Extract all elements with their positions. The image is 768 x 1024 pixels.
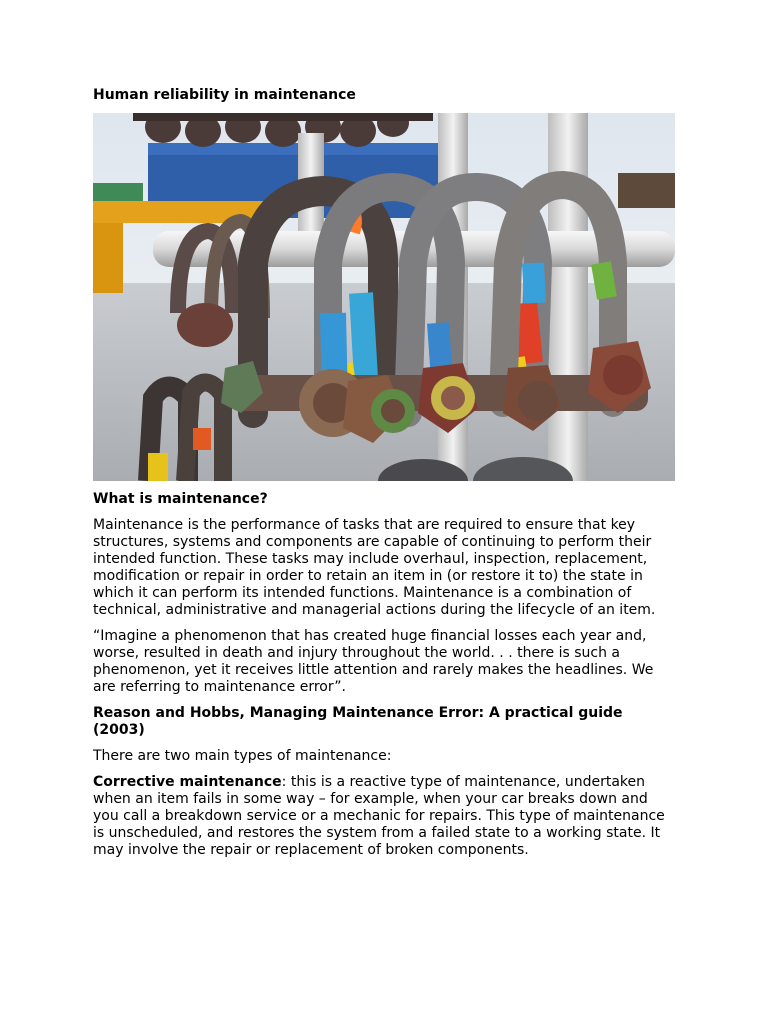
quote-citation: Reason and Hobbs, Managing Maintenance Error: A practical guide (2003): [93, 705, 623, 738]
document-title: Human reliability in maintenance: [93, 87, 356, 103]
definition-paragraph: Maintenance is the performance of tasks that are required to ensure that key structures, systems and components are capable of continuing to perform their intended function. These tasks may include overhaul, inspection, replacement, modification or repair in order to retain an item in (or restore it to) the state in which it can perform its intended functions. Maintenance is a combination of technical, administrative and managerial actions during the lifecycle of an item.: [93, 517, 656, 618]
document-page: [93, 86, 675, 868]
section-heading: What is maintenance?: [93, 491, 268, 507]
corrective-maintenance-paragraph: [93, 774, 675, 859]
quote-paragraph: “Imagine a phenomenon that has created huge financial losses each year and, worse, resulted in death and injury throughout the world. . . there is such a phenomenon, yet it receives little attention and rarely makes the headlines. We are referring to maintenance error”.: [93, 628, 654, 695]
types-intro-paragraph: There are two main types of maintenance:: [93, 748, 392, 764]
corrective-maintenance-text: : this is a reactive type of maintenance, undertaken when an item fails in some way – for example, when your car breaks down and you call a breakdown service or a mechanic for repairs. This type of maintenance is unscheduled, and restores the system from a failed state to a working state. It may involve the repair or replacement of broken components.: [93, 774, 665, 858]
corrective-maintenance-term: Corrective maintenance: [93, 774, 282, 790]
shackles-photo: [93, 113, 675, 481]
